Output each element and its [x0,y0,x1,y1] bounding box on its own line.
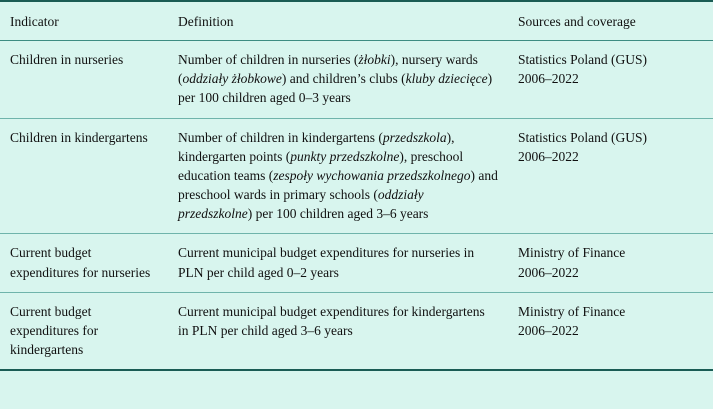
cell-sources [508,41,713,118]
cell-definition: Number of children in nurseries (żłobki), nursery wards (oddziały żłobkowe) and children’s clubs (kluby dziecięce) per 100 children aged 0–3 years [168,41,508,118]
cell-sources [508,118,713,234]
cell-source-name: Ministry of Finance [518,303,626,319]
cell-definition: Current municipal budget expenditures for nurseries in PLN per child aged 0–2 years [168,234,508,292]
cell-indicator: Current budget expenditures for kindergartens [0,292,168,370]
cell-source-coverage: 2006–2022 [518,148,579,164]
cell-indicator: Children in nurseries [0,41,168,118]
table-row [0,118,713,234]
cell-indicator: Children in kindergartens [0,118,168,234]
cell-source-coverage: 2006–2022 [518,71,579,87]
table-row [0,41,713,118]
table-header [0,1,713,41]
cell-sources [508,234,713,292]
table-row [0,234,713,292]
cell-source-name: Statistics Poland (GUS) [518,52,648,68]
table-body [0,41,713,371]
cell-source-coverage: 2006–2022 [518,264,579,280]
table-header-row [0,1,713,41]
cell-source-coverage: 2006–2022 [518,322,579,338]
cell-definition: Number of children in kindergartens (przedszkola), kindergarten points (punkty przedszkolne), preschool education teams (zespoły wychowania przedszkolnego) and preschool wards in primary schools (oddziały przedszkolne) per 100 children aged 3–6 years [168,118,508,234]
cell-indicator: Current budget expenditures for nurseries [0,234,168,292]
column-header-definition: Definition [168,1,508,41]
column-header-indicator: Indicator [0,1,168,41]
cell-source-name: Ministry of Finance [518,245,626,261]
cell-sources [508,292,713,370]
cell-definition: Current municipal budget expenditures for kindergartens in PLN per child aged 3–6 years [168,292,508,370]
table-row [0,292,713,370]
cell-source-name: Statistics Poland (GUS) [518,129,648,145]
column-header-sources: Sources and coverage [508,1,713,41]
